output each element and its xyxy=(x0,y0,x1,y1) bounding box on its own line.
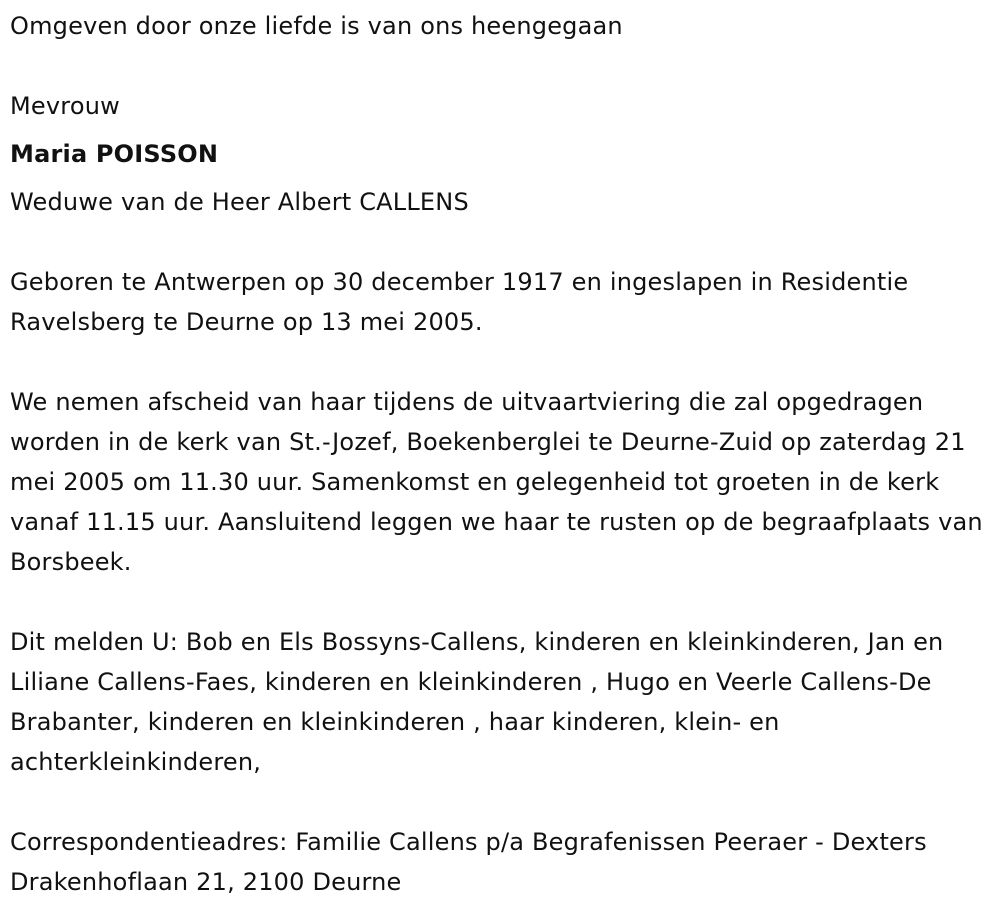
intro-line: Omgeven door onze liefde is van ons heengegaan xyxy=(10,12,623,40)
spacer xyxy=(10,582,990,622)
spacer xyxy=(10,126,990,134)
spacer xyxy=(10,46,990,86)
spacer xyxy=(10,174,990,182)
ceremony-paragraph: We nemen afscheid van haar tijdens de uitvaartviering die zal opgedragen worden in de kerk van St.-Jozef, Boekenberglei te Deurne-Zuid op zaterdag 21 mei 2005 om 11.30 uur. Samenkomst en gelegenheid tot groeten in de kerk vanaf 11.15 uur. Aansluitend leggen we haar te rusten op de begraafplaats van Borsbeek. xyxy=(10,388,983,576)
deceased-name: Maria POISSON xyxy=(10,140,219,168)
announcers-paragraph: Dit melden U: Bob en Els Bossyns-Callens, kinderen en kleinkinderen, Jan en Liliane Callens-Faes, kinderen en kleinkinderen , Hugo en Veerle Callens-De Brabanter, kinderen en kleinkinderen , haar kinderen, klein- en achterkleinkinderen, xyxy=(10,628,944,776)
spacer xyxy=(10,342,990,382)
spacer xyxy=(10,222,990,262)
obituary-notice xyxy=(10,6,990,902)
spacer xyxy=(10,782,990,822)
birth-death-paragraph: Geboren te Antwerpen op 30 december 1917 en ingeslapen in Residentie Ravelsberg te Deurne op 13 mei 2005. xyxy=(10,268,909,336)
correspondence-paragraph: Correspondentieadres: Familie Callens p/a Begrafenissen Peeraer - Dexters Drakenhoflaan 21, 2100 Deurne xyxy=(10,828,927,896)
salutation: Mevrouw xyxy=(10,92,120,120)
relation-line: Weduwe van de Heer Albert CALLENS xyxy=(10,188,469,216)
